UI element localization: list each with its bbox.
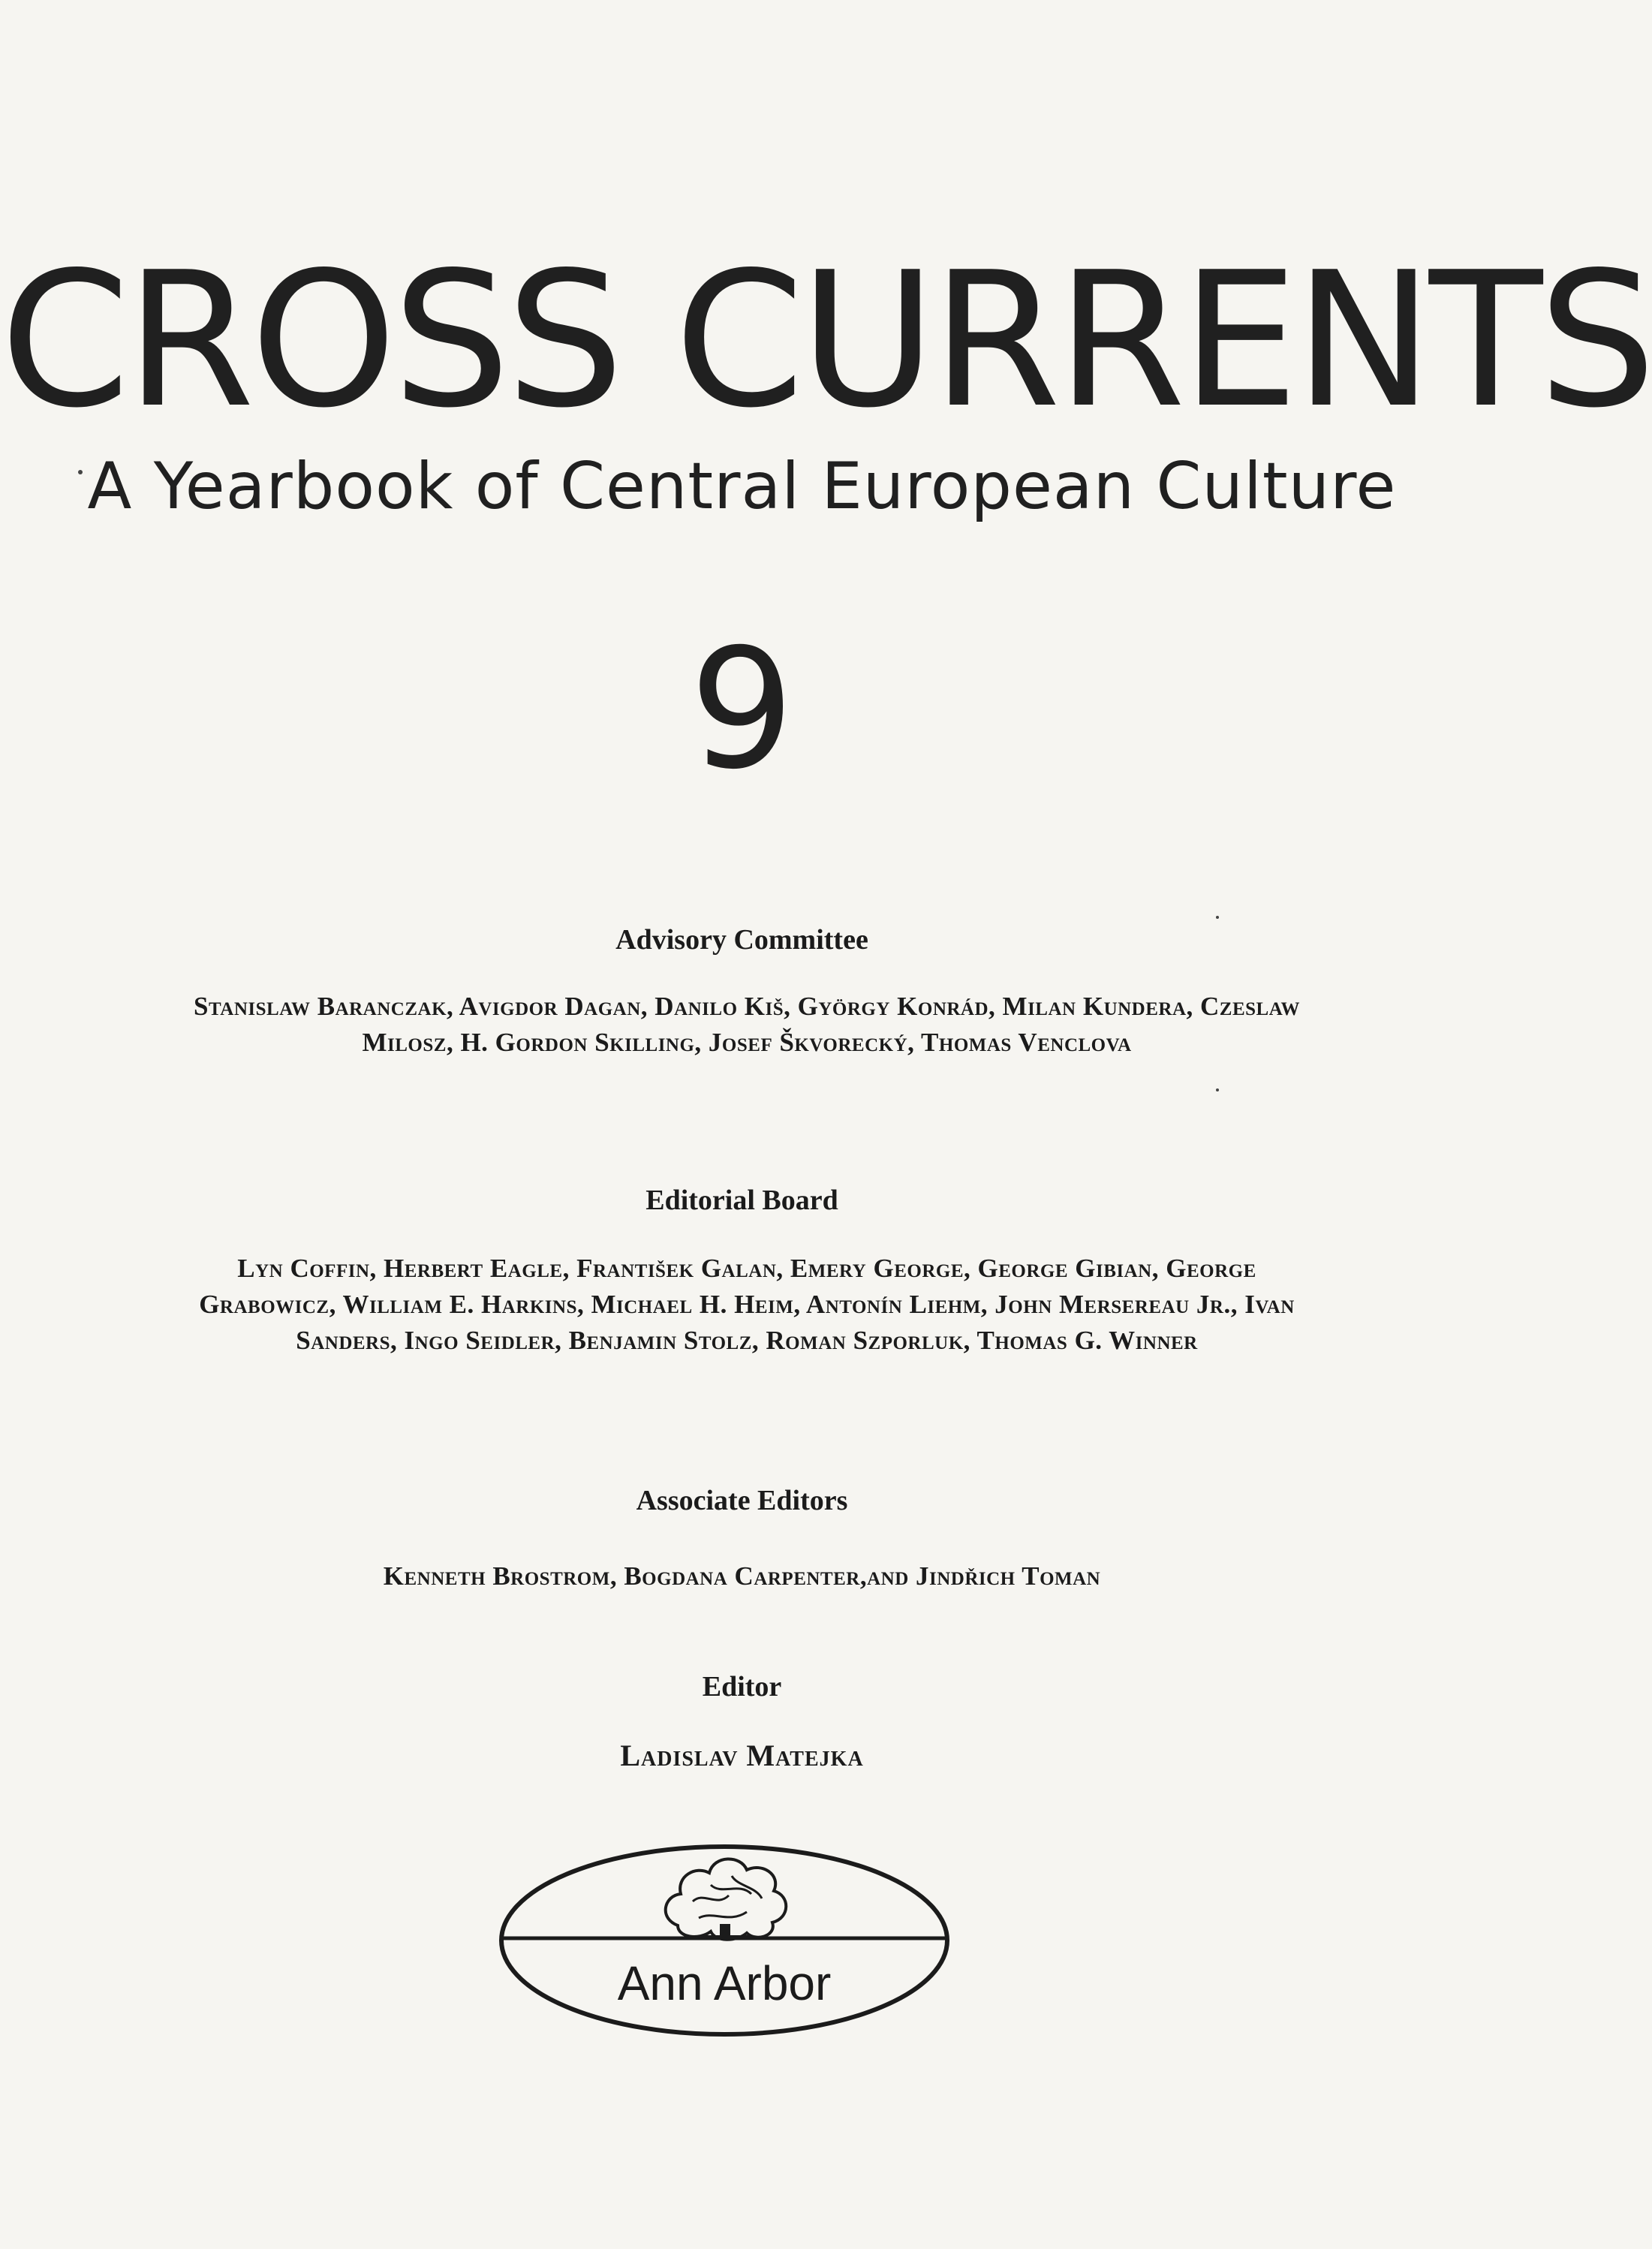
associate-editors-heading: Associate Editors [636, 1485, 848, 1516]
tree-icon [666, 1859, 787, 1939]
editorial-board-heading: Editorial Board [645, 1185, 838, 1216]
associate-editors-names: Kenneth Brostrom, Bogdana Carpenter,and Jindřich Toman [383, 1561, 1101, 1591]
advisory-committee-heading: Advisory Committee [615, 924, 868, 956]
editor-name: Ladislav Matejka [620, 1739, 864, 1772]
editorial-board-names: Lyn Coffin, Herbert Eagle, František Galan, Emery George, George Gibian, George Grabowicz, William E. Harkins, Michael H. Heim, Antonín Liehm, John Mersereau Jr., Ivan Sanders, Ingo Seidler, Benjamin Stolz, Roman Szporluk, Thomas G. Winner [199, 1254, 1295, 1355]
volume-number: 9 [689, 613, 795, 805]
speck [78, 470, 83, 474]
speck [1216, 1088, 1219, 1091]
editor-heading: Editor [702, 1671, 782, 1703]
advisory-committee-names: Stanislaw Baranczak, Avigdor Dagan, Danilo Kiš, György Konrád, Milan Kundera, Czeslaw Milosz, H. Gordon Skilling, Josef Škvorecký, Thomas Venclova [194, 992, 1300, 1057]
speck [1216, 916, 1219, 919]
publisher-location: Ann Arbor [617, 1956, 832, 2010]
journal-subtitle: A Yearbook of Central European Culture [87, 449, 1397, 524]
journal-title: CROSS CURRENTS [0, 233, 1652, 449]
